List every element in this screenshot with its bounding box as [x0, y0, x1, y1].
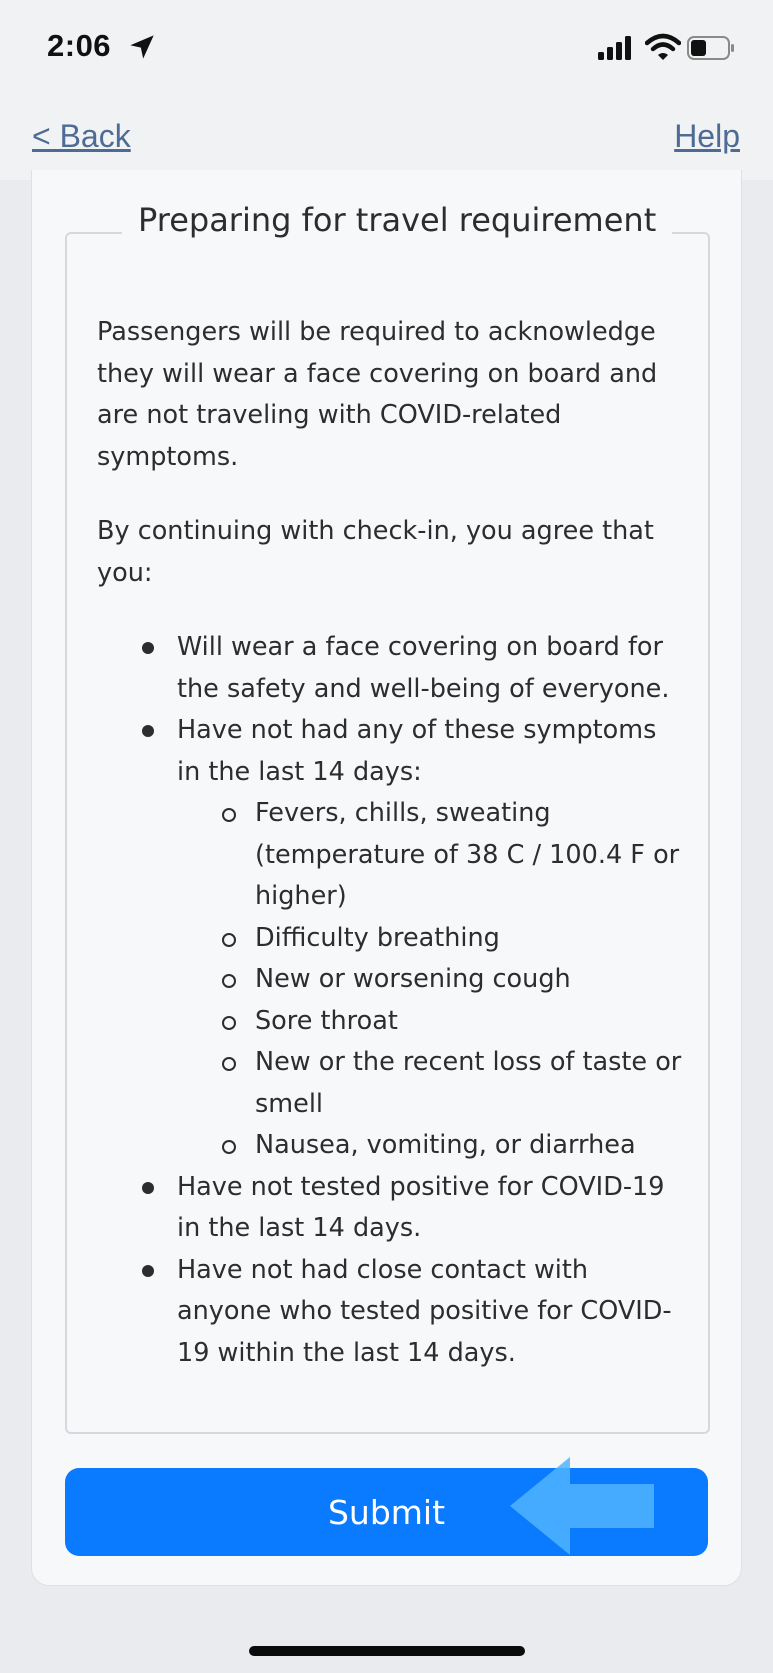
location-arrow-icon	[128, 33, 156, 61]
nav-bar	[0, 100, 773, 180]
symptom-item: Difficulty breathing	[222, 918, 687, 960]
list-item	[142, 627, 687, 710]
list-item-text: Have not had any of these symptoms in the last 14 days:	[177, 715, 657, 787]
submit-button[interactable]: Submit	[65, 1468, 708, 1556]
list-item-text: Have not tested positive for COVID-19 in the last 14 days.	[177, 1171, 665, 1243]
battery-icon	[687, 36, 735, 60]
list-item-text: Will wear a face covering on board for the safety and well-being of everyone.	[177, 632, 670, 704]
symptom-item: Sore throat	[222, 1001, 687, 1043]
symptom-item: Fevers, chills, sweating (temperature of 38 C / 100.4 F or higher)	[222, 793, 687, 918]
intro-paragraph: Passengers will be required to acknowledge they will wear a face covering on board and are not traveling with COVID-related symptoms.	[97, 317, 658, 472]
list-item	[142, 710, 687, 1167]
help-link[interactable]: Help	[674, 118, 740, 154]
home-indicator	[249, 1646, 525, 1656]
pointer-arrow-icon	[508, 1455, 658, 1557]
requirement-fieldset	[65, 201, 710, 1434]
list-item-text: Have not had close contact with anyone who tested positive for COVID-19 within the last 14 days.	[177, 1254, 672, 1368]
requirement-content	[97, 312, 687, 1374]
symptom-item: New or worsening cough	[222, 959, 687, 1001]
symptom-item: Nausea, vomiting, or diarrhea	[222, 1125, 687, 1167]
agreement-paragraph: By continuing with check-in, you agree that you:	[97, 516, 654, 588]
symptoms-list	[222, 793, 687, 1167]
signal-icon	[598, 36, 634, 60]
status-time: 2:06	[47, 28, 112, 63]
requirement-card	[31, 170, 742, 1586]
fieldset-legend: Preparing for travel requirement	[122, 201, 672, 239]
agreement-list	[142, 627, 687, 1374]
back-link[interactable]: < Back	[32, 118, 131, 154]
symptom-item: New or the recent loss of taste or smell	[222, 1042, 687, 1125]
list-item	[142, 1167, 687, 1250]
list-item	[142, 1250, 687, 1375]
wifi-icon	[645, 33, 681, 61]
status-bar	[0, 0, 773, 100]
